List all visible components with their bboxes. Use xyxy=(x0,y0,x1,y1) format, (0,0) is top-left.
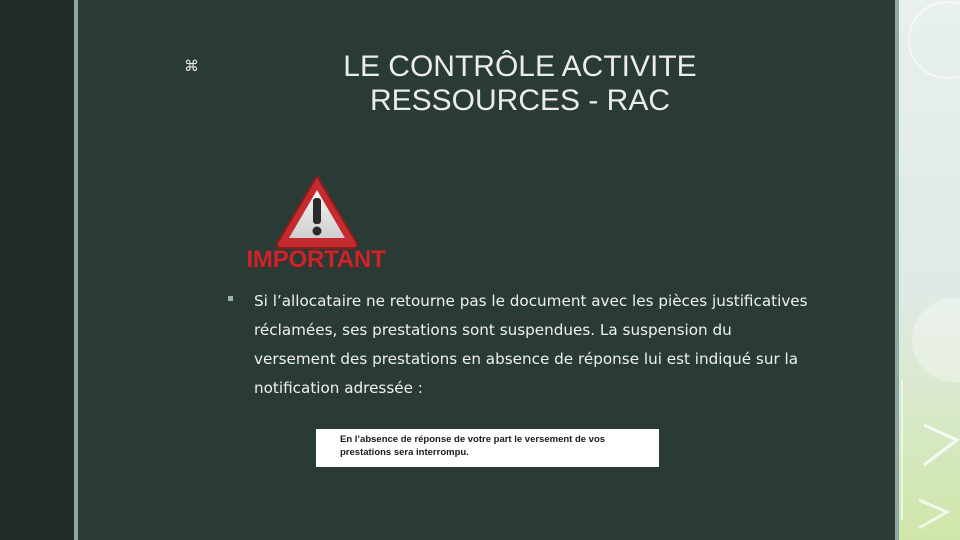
decorative-pattern-icon xyxy=(899,0,960,540)
bullet-item xyxy=(228,287,808,403)
notification-excerpt: En l’absence de réponse de votre part le versement de vos prestations sera interrompu. xyxy=(316,429,659,467)
page-title xyxy=(270,50,770,118)
command-icon: ⌘ xyxy=(184,57,199,75)
bullet-text: Si l’allocataire ne retourne pas le document avec les pièces justificatives réclamées, ses prestations sont suspendues. La suspension du versement des prestations en absence de réponse lui est indiqué sur la notification adressée : xyxy=(254,292,808,397)
decorative-right-band xyxy=(899,0,960,540)
title-line-1: LE CONTRÔLE ACTIVITE xyxy=(343,50,697,83)
title-line-2: RESSOURCES - RAC xyxy=(369,84,671,117)
important-label: IMPORTANT xyxy=(246,246,386,273)
square-bullet-icon xyxy=(228,296,233,301)
left-sidebar-band xyxy=(0,0,74,540)
